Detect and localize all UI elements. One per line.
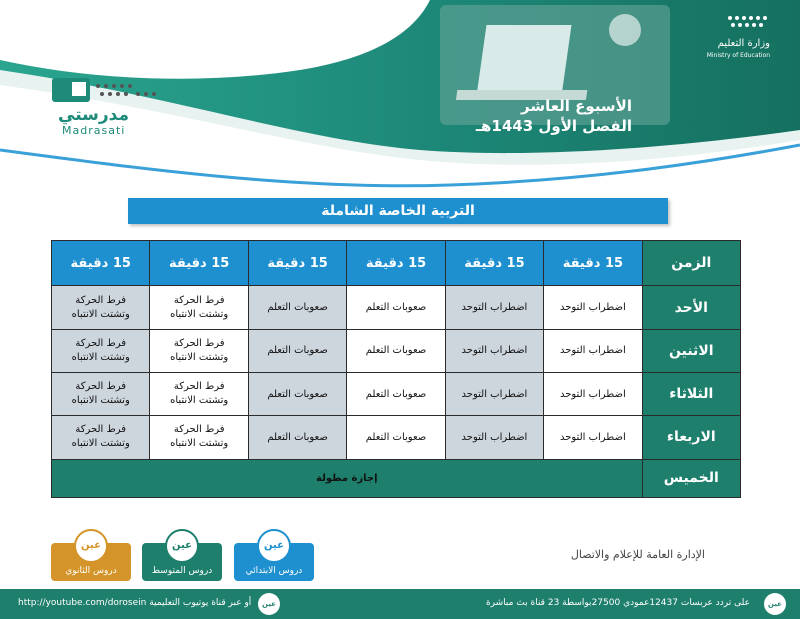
lesson-line: وتشتت الانتباه — [170, 395, 229, 407]
lesson-line: فرط الحركة — [173, 294, 225, 306]
footer-bar — [0, 589, 800, 619]
day-tuesday: الثلاثاء — [642, 373, 740, 416]
day-sunday: الأحد — [642, 286, 740, 329]
lesson-cell: اضطراب التوحد — [445, 416, 543, 459]
table-row — [52, 416, 741, 459]
lesson-cell: اضطراب التوحد — [544, 286, 642, 329]
duration-cell: 15 دقيقة — [445, 241, 543, 286]
duration-cell: 15 دقيقة — [248, 241, 346, 286]
table-row — [52, 329, 741, 372]
lesson-line: فرط الحركة — [173, 337, 225, 349]
lesson-line: وتشتت الانتباه — [71, 351, 130, 363]
lesson-cell — [52, 373, 150, 416]
lesson-cell — [150, 416, 248, 459]
lesson-cell: اضطراب التوحد — [445, 286, 543, 329]
duration-cell: 15 دقيقة — [150, 241, 248, 286]
day-wednesday: الاربعاء — [642, 416, 740, 459]
lesson-line: وتشتت الانتباه — [170, 438, 229, 450]
lesson-cell: صعوبات التعلم — [248, 416, 346, 459]
lesson-line: فرط الحركة — [173, 381, 225, 393]
youtube-label: أو عبر قناة يوتيوب التعليمية — [149, 598, 252, 608]
ein-logo-icon: عين — [258, 593, 280, 615]
ein-logo-icon: عين — [257, 529, 291, 563]
lesson-cell: صعوبات التعلم — [347, 286, 445, 329]
lesson-cell — [52, 286, 150, 329]
table-row — [52, 286, 741, 329]
program-title: التربية الخاصة الشاملة — [128, 198, 668, 224]
ein-logo-icon: عين — [764, 593, 786, 615]
channel-label: دروس الابتدائي — [245, 566, 303, 576]
ministry-name-en: Ministry of Education — [706, 52, 770, 59]
madrasati-name-en: Madrasati — [62, 124, 126, 137]
lesson-line: وتشتت الانتباه — [170, 308, 229, 320]
lesson-cell: اضطراب التوحد — [544, 373, 642, 416]
holiday-cell: إجازة مطولة — [52, 459, 643, 497]
channel-secondary-button[interactable] — [51, 540, 131, 581]
lesson-cell: صعوبات التعلم — [248, 286, 346, 329]
week-label: الأسبوع العاشر — [520, 97, 632, 115]
lesson-cell: صعوبات التعلم — [347, 416, 445, 459]
duration-row — [52, 241, 741, 286]
day-thursday: الخميس — [642, 459, 740, 497]
lesson-cell: اضطراب التوحد — [544, 416, 642, 459]
lesson-line: وتشتت الانتباه — [170, 351, 229, 363]
youtube-link[interactable]: http://youtube.com/dorosein — [18, 598, 147, 608]
madrasati-name-ar: مدرستي — [58, 105, 129, 125]
lesson-line: فرط الحركة — [75, 381, 127, 393]
youtube-info — [18, 598, 251, 608]
media-admin-logo: الإدارة العامة للإعلام والاتصال — [570, 548, 705, 561]
duration-cell: 15 دقيقة — [52, 241, 150, 286]
lesson-cell — [150, 286, 248, 329]
table-row — [52, 373, 741, 416]
channel-primary-button[interactable] — [234, 540, 314, 581]
lesson-cell: صعوبات التعلم — [347, 373, 445, 416]
channel-label: دروس الثانوي — [65, 566, 117, 576]
table-row — [52, 459, 741, 497]
satellite-info: على تردد عربسات 12437عمودي 27500بواسطة 23 قناة بث مباشرة — [485, 598, 750, 608]
channel-middle-button[interactable] — [142, 540, 222, 581]
lesson-cell — [150, 373, 248, 416]
channel-label: دروس المتوسط — [151, 566, 213, 576]
lesson-cell: صعوبات التعلم — [347, 329, 445, 372]
term-label: الفصل الأول 1443هـ — [475, 117, 632, 135]
ministry-name-ar: وزارة التعليم — [717, 38, 770, 49]
duration-cell: 15 دقيقة — [544, 241, 642, 286]
lesson-cell: اضطراب التوحد — [445, 329, 543, 372]
lesson-cell: اضطراب التوحد — [544, 329, 642, 372]
duration-cell: 15 دقيقة — [347, 241, 445, 286]
lesson-cell — [52, 329, 150, 372]
lesson-cell — [150, 329, 248, 372]
time-header: الزمن — [642, 241, 740, 286]
schedule-table — [51, 240, 741, 498]
ein-logo-icon: عين — [165, 529, 199, 563]
lesson-cell: صعوبات التعلم — [248, 329, 346, 372]
lesson-line: فرط الحركة — [75, 424, 127, 436]
lesson-cell: صعوبات التعلم — [248, 373, 346, 416]
lesson-line: وتشتت الانتباه — [71, 438, 130, 450]
lesson-cell — [52, 416, 150, 459]
lesson-line: وتشتت الانتباه — [71, 308, 130, 320]
lesson-line: فرط الحركة — [173, 424, 225, 436]
lesson-line: فرط الحركة — [75, 294, 127, 306]
lesson-line: فرط الحركة — [75, 337, 127, 349]
lesson-cell: اضطراب التوحد — [445, 373, 543, 416]
day-monday: الاثنين — [642, 329, 740, 372]
ein-logo-icon: عين — [74, 529, 108, 563]
lesson-line: وتشتت الانتباه — [71, 395, 130, 407]
